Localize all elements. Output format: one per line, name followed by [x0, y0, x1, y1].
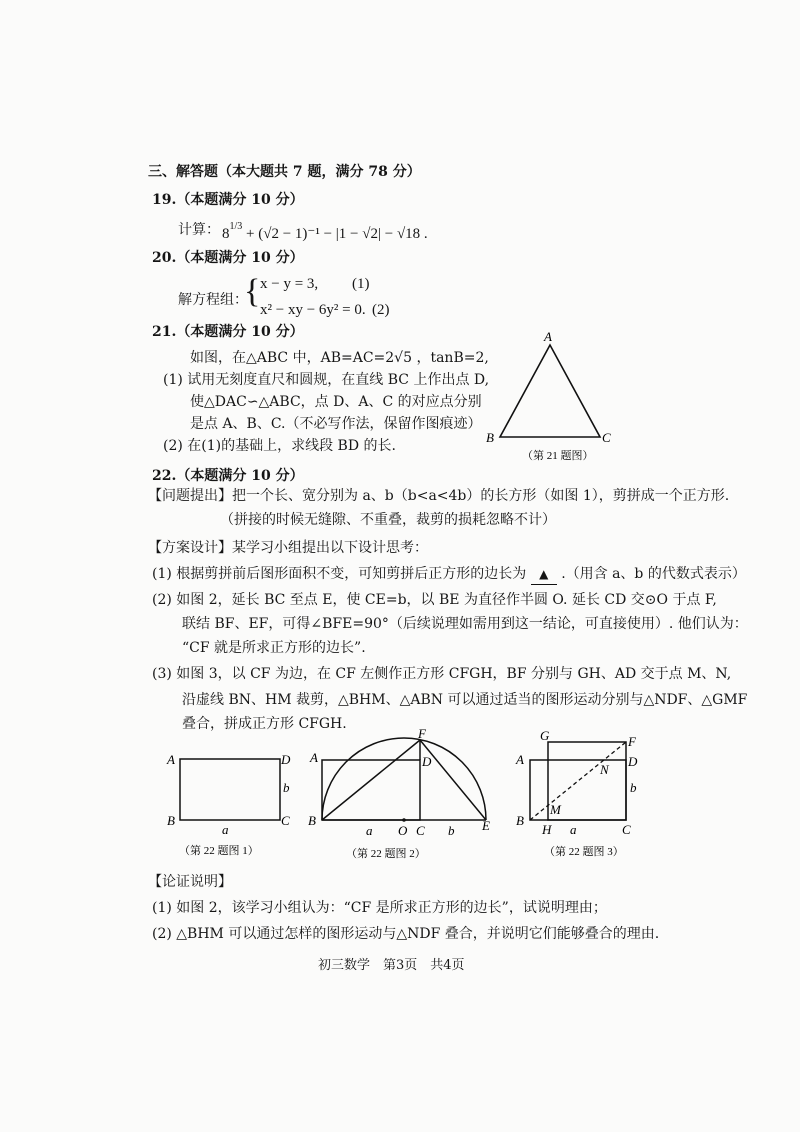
label-a: A: [544, 329, 552, 344]
q22-design1-text: (1) 根据剪拼前后图形面积不变，可知剪拼后正方形的边长为: [152, 566, 527, 582]
section-heading: 三、解答题（本大题共 7 题，满分 78 分）: [148, 164, 421, 180]
q20-eq2: x² − xy − 6y² = 0.: [260, 302, 366, 318]
q21-part1-line1: (1) 试用无刻度直尺和圆规，在直线 BC 上作出点 D,: [163, 372, 490, 388]
label-m: M: [550, 802, 561, 817]
label-a: A: [516, 752, 524, 767]
label-c: C: [416, 823, 425, 838]
label-a: A: [310, 750, 318, 765]
q19-expression: [222, 220, 428, 244]
page-footer: 初三数学 第3页 共4页: [318, 958, 465, 973]
q22-design3-line1: (3) 如图 3，以 CF 为边，在 CF 左侧作正方形 CFGH，BF 分别与 GH、AD 交于点 M、N,: [152, 666, 732, 682]
label-b-side: b: [448, 823, 455, 838]
fig3-caption: （第 22 题图 3）: [544, 846, 624, 858]
label-g: G: [540, 730, 550, 743]
label-h: H: [542, 822, 552, 837]
q20-title: 20.（本题满分 10 分）: [152, 250, 304, 266]
q20-eq1-tag: (1): [352, 276, 370, 292]
q19-rest: + (√2 − 1)⁻¹ − |1 − √2| − √18 .: [246, 226, 428, 242]
label-c: C: [602, 430, 611, 445]
q21-part1-line3: 是点 A、B、C.（不必写作法，保留作图痕迹）: [190, 416, 482, 432]
label-c: C: [622, 822, 631, 837]
label-c: C: [281, 813, 290, 828]
q22-proof-1: (1) 如图 2，该学习小组认为：“CF 是所求正方形的边长”，试说明理由；: [152, 900, 607, 916]
label-b-side: b: [283, 780, 290, 795]
label-f: F: [628, 734, 636, 749]
fig2-caption: （第 22 题图 2）: [346, 848, 426, 860]
q20-eq1: x − y = 3,: [260, 276, 319, 292]
q22-design3-line2: 沿虚线 BN、HM 裁剪，△BHM、△ABN 可以通过适当的图形运动分别与△NDF、△GMF: [182, 692, 748, 708]
label-b: B: [516, 813, 524, 828]
q21-intro: 如图，在△ABC 中，AB=AC=2√5 ，tanB=2,: [190, 350, 489, 366]
q21-figure: [470, 325, 630, 465]
q20-brace: {: [244, 273, 261, 310]
q19-prompt: 计算：: [178, 222, 220, 238]
label-o: O: [398, 823, 408, 838]
q21-part2: (2) 在(1)的基础上，求线段 BD 的长.: [163, 438, 396, 454]
label-d: D: [422, 754, 432, 769]
segment-bf: [322, 740, 420, 820]
label-n: N: [600, 762, 609, 777]
center-o-point: [402, 818, 406, 822]
q20-eq2-tag: (2): [372, 302, 390, 318]
semicircle-o: [322, 738, 486, 820]
label-a-side: a: [570, 822, 577, 837]
label-f: F: [418, 726, 426, 741]
q22-figure-1: [155, 742, 315, 862]
q22-proof-2: (2) △BHM 可以通过怎样的图形运动与△NDF 叠合，并说明它们能够叠合的理由.: [152, 926, 660, 942]
q22-design3-line3: 叠合，拼成正方形 CFGH.: [182, 716, 347, 732]
q21-part1-line2: 使△DAC∽△ABC，点 D、A、C 的对应点分别: [190, 394, 482, 410]
segment-bf-dashed: [530, 742, 626, 820]
label-b-side: b: [630, 780, 637, 795]
q21-title: 21.（本题满分 10 分）: [152, 324, 304, 340]
q22-problem-line2: （拼接的时候无缝隙、不重叠，裁剪的损耗忽略不计）: [220, 512, 556, 528]
triangle-abc: [500, 345, 600, 437]
q19-base: 8: [222, 226, 230, 242]
q22-design1: [152, 564, 746, 585]
q21-caption: （第 21 题图）: [522, 450, 594, 462]
q22-design2-line3: “CF 就是所求正方形的边长”.: [182, 640, 366, 656]
rectangle-abcd: [180, 759, 280, 820]
label-a: A: [167, 752, 175, 767]
q22-title: 22.（本题满分 10 分）: [152, 468, 304, 484]
q22-design2-line2: 联结 BF、EF，可得∠BFE=90°（后续说理如需用到这一结论，可直接使用）. 他们认为：: [182, 616, 748, 632]
q20-prompt: 解方程组：: [178, 292, 248, 308]
rectangle-abcd: [322, 760, 420, 820]
label-e: E: [482, 818, 490, 833]
q22-proof-heading: 【论证说明】: [148, 874, 232, 890]
label-b: B: [167, 813, 175, 828]
rectangle-abcd: [530, 760, 626, 820]
q19-title: 19.（本题满分 10 分）: [152, 192, 304, 208]
answer-blank: ▲: [531, 564, 557, 585]
q22-figure-2: [300, 726, 500, 866]
q22-design1-after: .（用含 a、b 的代数式表示）: [561, 566, 746, 582]
label-d: D: [281, 752, 291, 767]
label-b: B: [308, 813, 316, 828]
q22-design2-line1: (2) 如图 2，延长 BC 至点 E，使 CE=b，以 BE 为直径作半圆 O. 延长 CD 交⊙O 于点 F,: [152, 592, 717, 608]
fig1-caption: （第 22 题图 1）: [179, 845, 259, 857]
q22-problem-line1: 【问题提出】把一个长、宽分别为 a、b（b<a<4b）的长方形（如图 1），剪拼成一个正方形.: [148, 488, 730, 504]
q22-figure-3: [508, 730, 668, 862]
q19-exponent: 1/3: [229, 221, 243, 232]
label-d: D: [628, 754, 638, 769]
label-a-side: a: [366, 823, 373, 838]
label-a-side: a: [222, 822, 229, 837]
label-b: B: [486, 430, 494, 445]
q22-design-heading: 【方案设计】某学习小组提出以下设计思考：: [148, 540, 428, 556]
